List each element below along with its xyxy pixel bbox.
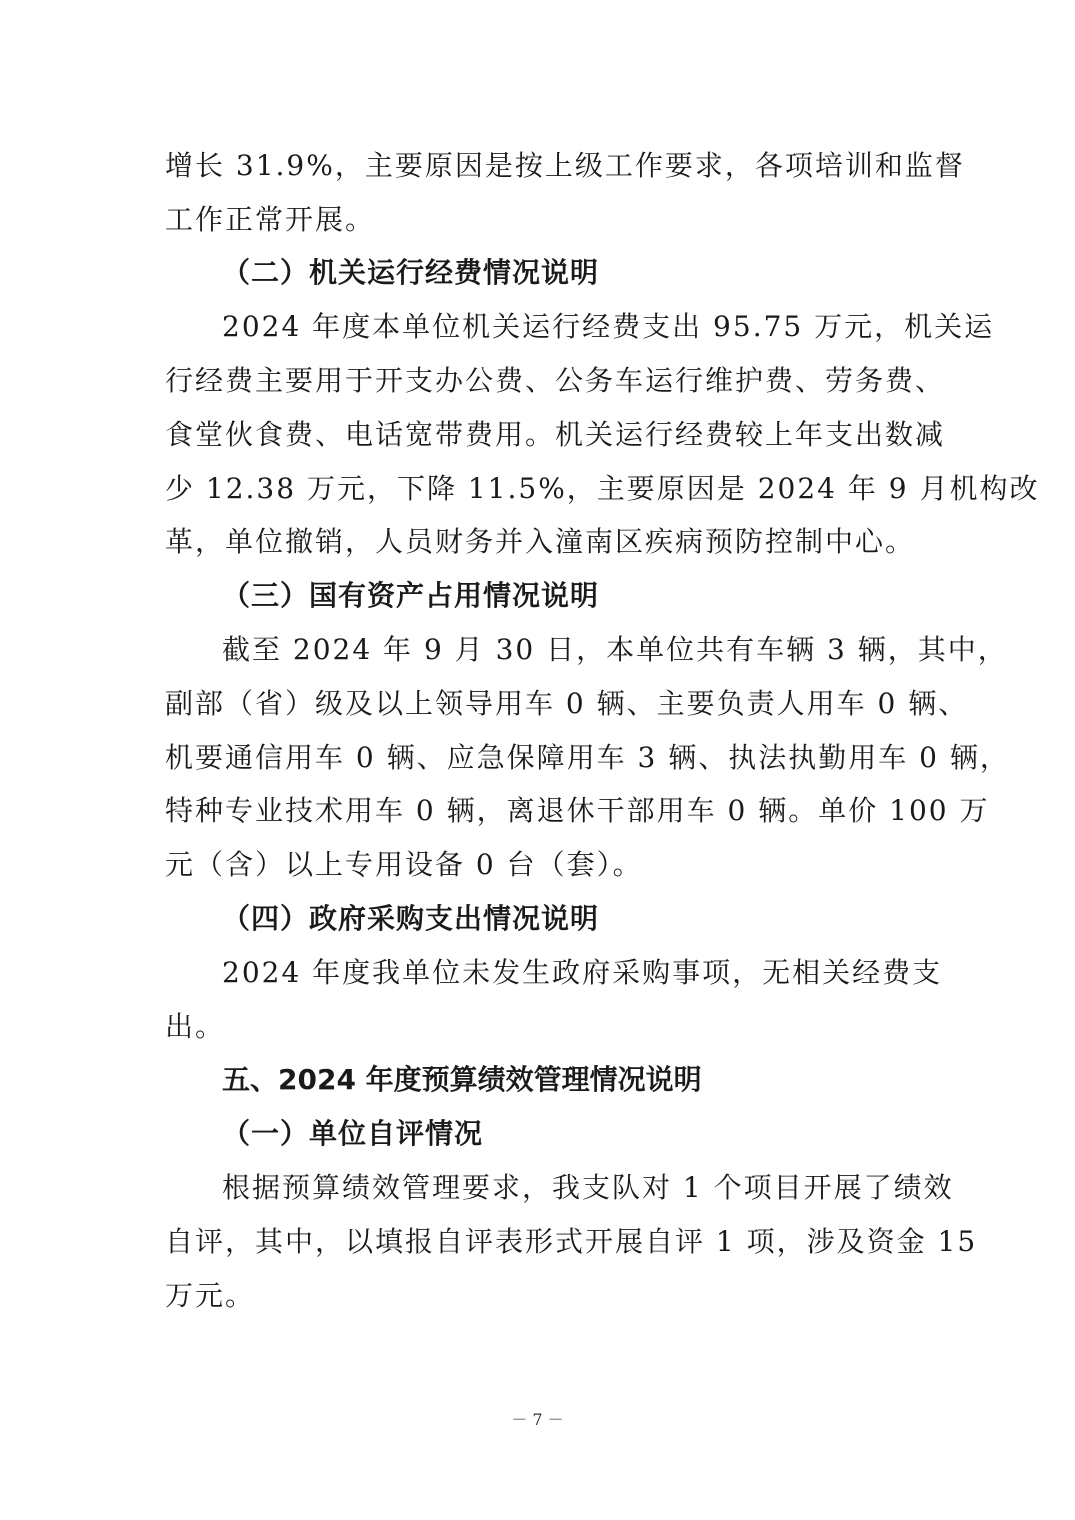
paragraph-line: 根据预算绩效管理要求，我支队对 1 个项目开展了绩效 bbox=[222, 1171, 954, 1204]
paragraph-line: 增长 31.9%，主要原因是按上级工作要求，各项培训和监督 bbox=[165, 149, 965, 182]
paragraph-line: 机要通信用车 0 辆、应急保障用车 3 辆、执法执勤用车 0 辆， bbox=[165, 741, 1010, 774]
subsection-heading: （四）政府采购支出情况说明 bbox=[222, 902, 600, 935]
paragraph-line: 2024 年度我单位未发生政府采购事项，无相关经费支 bbox=[222, 956, 943, 989]
subsection-heading: （三）国有资产占用情况说明 bbox=[222, 579, 600, 612]
paragraph-line: 副部（省）级及以上领导用车 0 辆、主要负责人用车 0 辆、 bbox=[165, 687, 969, 720]
paragraph-line: 出。 bbox=[165, 1010, 226, 1043]
paragraph-line: 截至 2024 年 9 月 30 日，本单位共有车辆 3 辆，其中， bbox=[222, 633, 1008, 666]
paragraph-line: 2024 年度本单位机关运行经费支出 95.75 万元，机关运 bbox=[222, 310, 995, 343]
paragraph-line: 元（含）以上专用设备 0 台（套）。 bbox=[165, 848, 643, 881]
subsection-heading: （一）单位自评情况 bbox=[222, 1117, 484, 1150]
paragraph-line: 食堂伙食费、电话宽带费用。机关运行经费较上年支出数减 bbox=[165, 418, 946, 451]
paragraph-line: 革，单位撤销，人员财务并入潼南区疾病预防控制中心。 bbox=[165, 525, 916, 558]
page-number: － 7 － bbox=[511, 1410, 564, 1429]
paragraph-line: 自评，其中，以填报自评表形式开展自评 1 项，涉及资金 15 bbox=[165, 1225, 978, 1258]
paragraph-line: 万元。 bbox=[165, 1279, 256, 1312]
paragraph-line: 行经费主要用于开支办公费、公务车运行维护费、劳务费、 bbox=[165, 364, 946, 397]
paragraph-line: 特种专业技术用车 0 辆，离退休干部用车 0 辆。单价 100 万 bbox=[165, 794, 990, 827]
paragraph-line: 少 12.38 万元，下降 11.5%，主要原因是 2024 年 9 月机构改 bbox=[165, 472, 1040, 505]
subsection-heading: （二）机关运行经费情况说明 bbox=[222, 256, 600, 289]
paragraph-line: 工作正常开展。 bbox=[165, 203, 376, 236]
section-heading: 五、2024 年度预算绩效管理情况说明 bbox=[222, 1063, 702, 1096]
